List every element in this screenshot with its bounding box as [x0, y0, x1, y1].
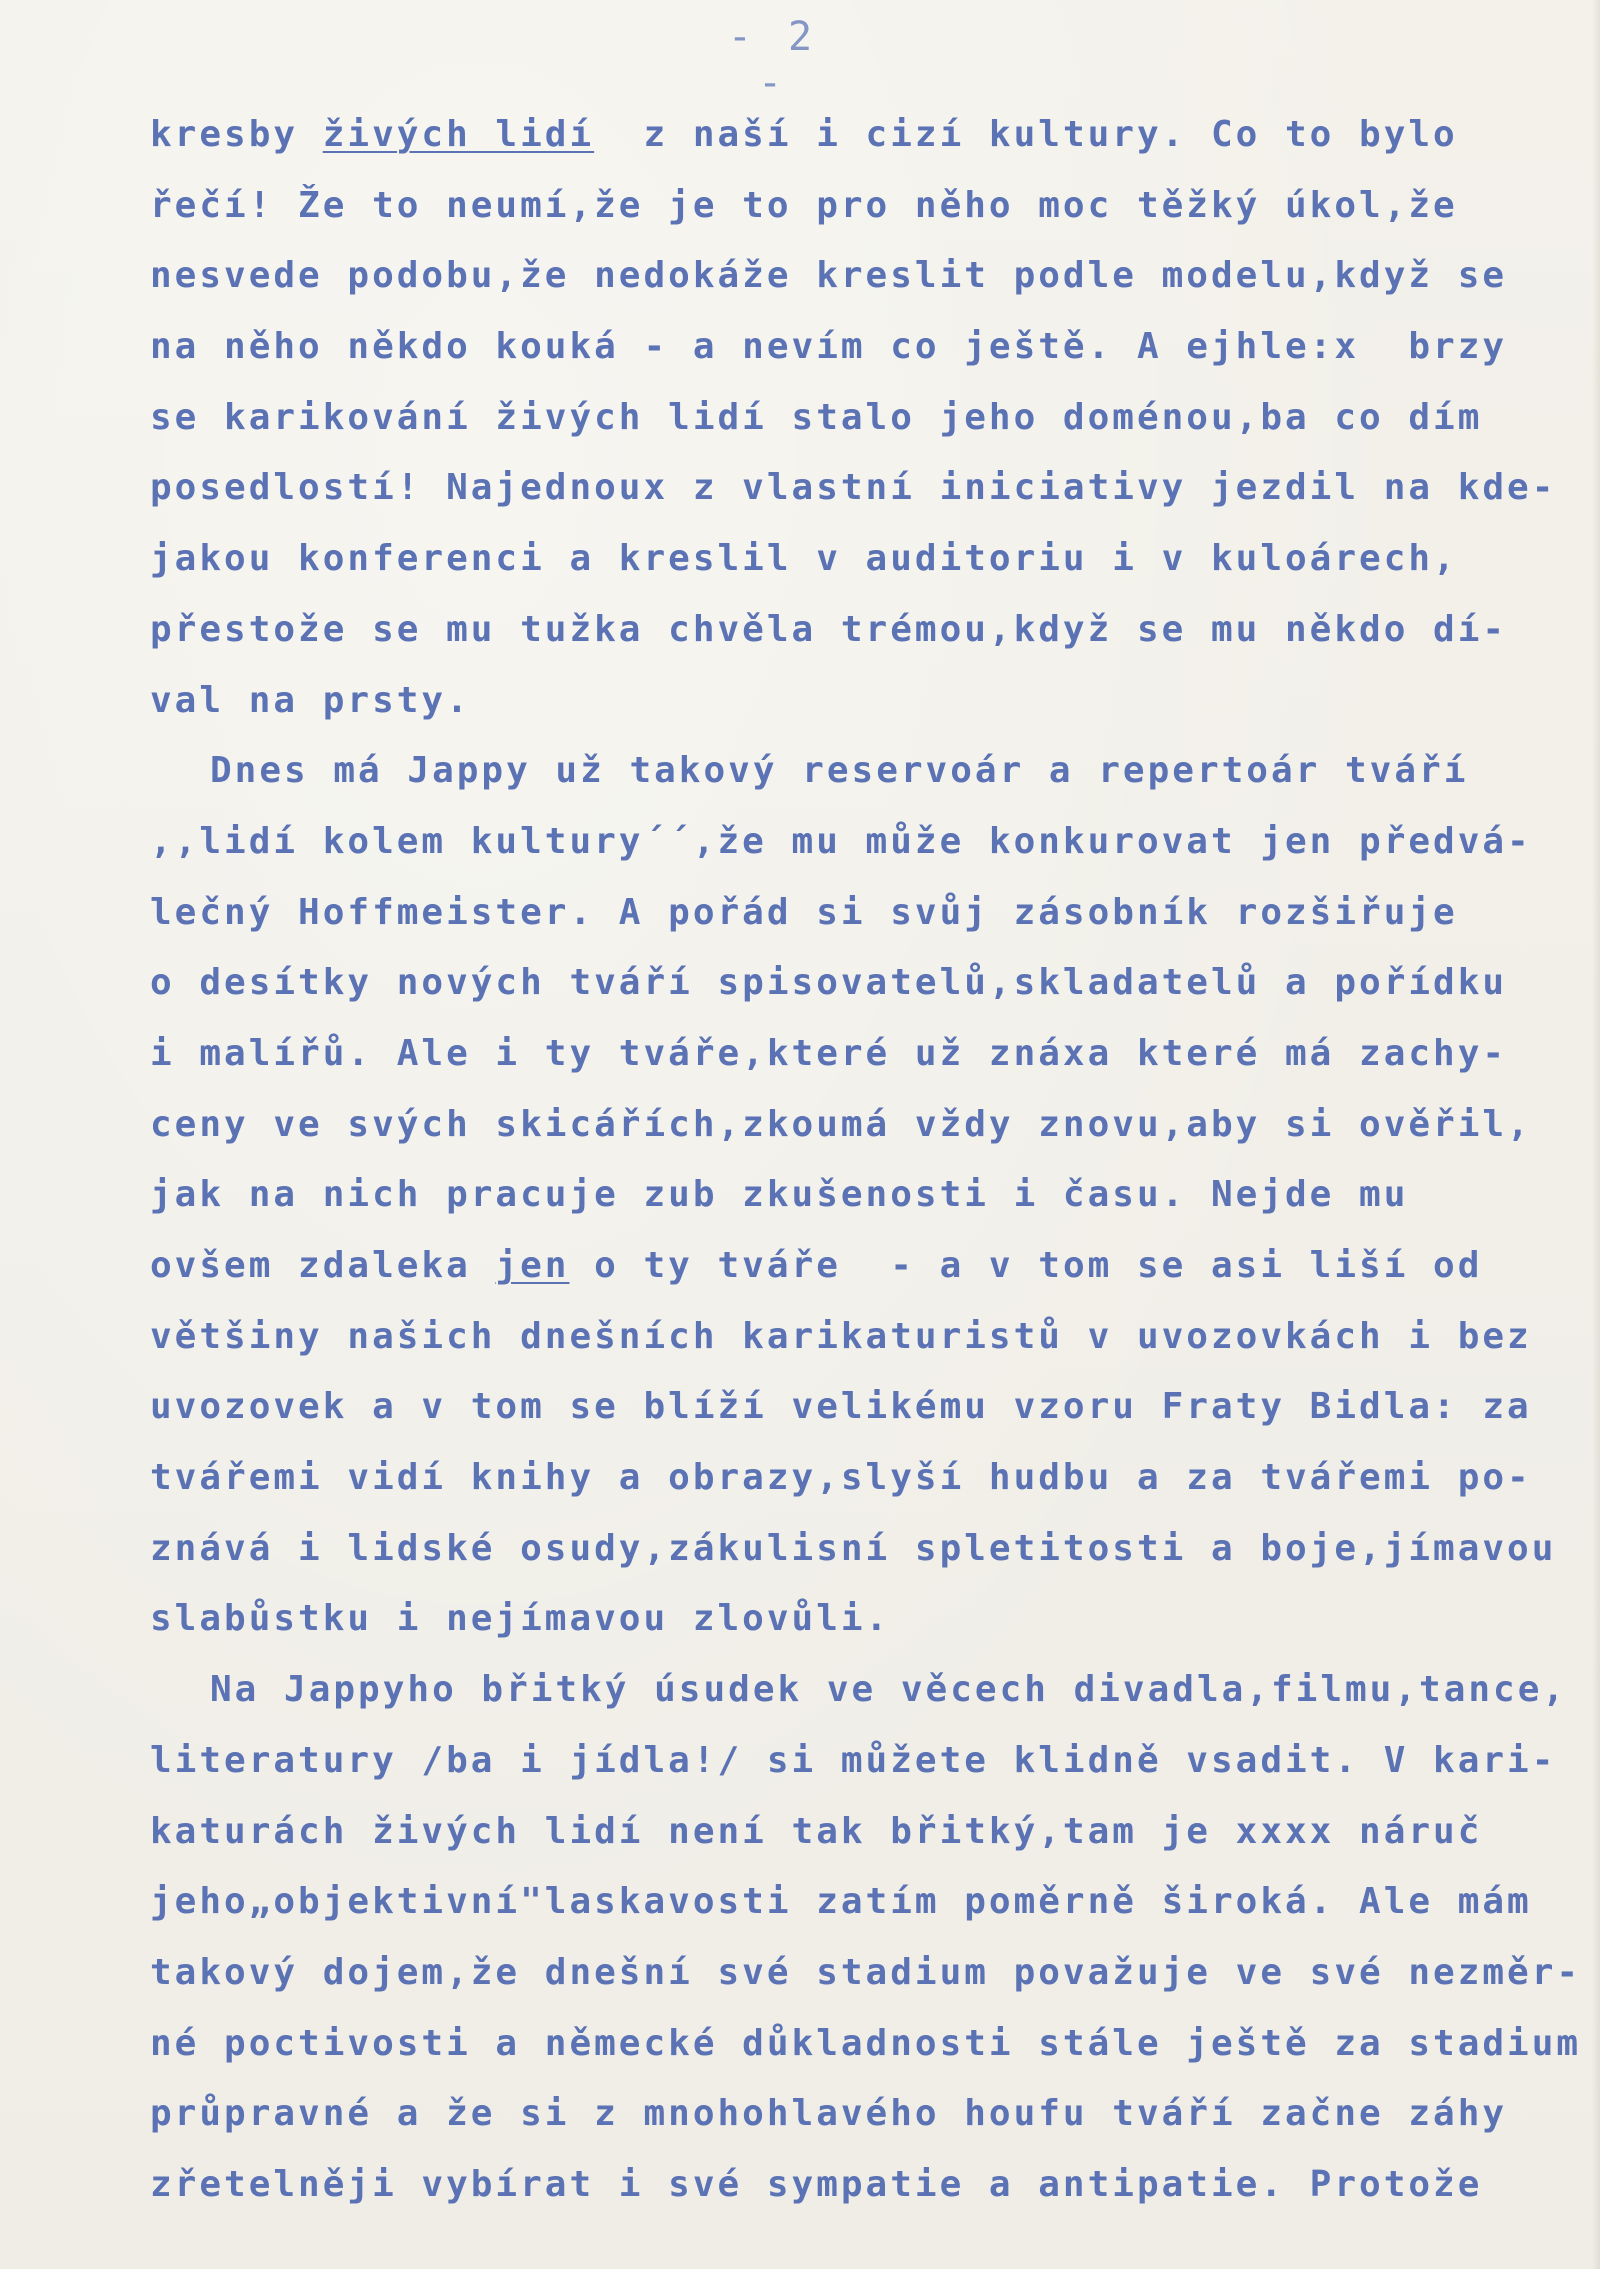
text-line [150, 1514, 1570, 1585]
line-text: Na Jappyho břitký úsudek ve věcech divadla,filmu,tance, [210, 1669, 1568, 1711]
paper-edge-shadow [1592, 0, 1600, 2269]
line-text: Dnes má Jappy už takový reservoár a repertoár tváří [210, 750, 1469, 792]
text-line [150, 312, 1570, 383]
line-text: slabůstku i nejímavou zlovůli. [150, 1598, 891, 1640]
text-line [150, 1372, 1570, 1443]
line-text: o desítky nových tváří spisovatelů,skladatelů a pořídku [150, 962, 1508, 1004]
text-line [150, 383, 1570, 454]
line-text: zřetelněji vybírat i své sympatie a antipatie. Protože [150, 2163, 1483, 2205]
line-text-after: z naší i cizí kultury. Co to bylo [594, 114, 1458, 155]
line-text: většiny našich dnešních karikaturistů v uvozovkách i bez [150, 1315, 1532, 1357]
text-line [150, 453, 1570, 524]
text-line [150, 2079, 1570, 2150]
line-text: literatury /ba i jídla!/ si můžete klidně vsadit. V kari- [150, 1739, 1557, 1781]
line-text-before: kresby [150, 114, 323, 155]
line-text: posedlostí! Najednoux z vlastní iniciativy jezdil na kde- [150, 467, 1557, 509]
underlined-text: jen [495, 1245, 570, 1286]
line-text: takový dojem,že dnešní své stadium považuje ve své nezměr- [150, 1951, 1582, 1993]
text-line [150, 878, 1570, 949]
text-line [150, 2009, 1582, 2080]
line-text: znává i lidské osudy,zákulisní spletitosti a boje,jímavou [150, 1527, 1557, 1569]
line-text: nesvede podobu,že nedokáže kreslit podle modelu,když se [150, 255, 1508, 297]
text-line [150, 1090, 1570, 1161]
text-line [150, 736, 1570, 807]
line-text: jak na nich pracuje zub zkušenosti i času. Nejde mu [150, 1174, 1409, 1216]
text-line [150, 524, 1570, 595]
text-line [150, 241, 1570, 312]
text-line [150, 1726, 1570, 1797]
text-line [150, 100, 1570, 171]
text-line [150, 1160, 1570, 1231]
line-text: přestože se mu tužka chvěla trémou,když se mu někdo dí- [150, 608, 1508, 650]
line-text: průpravné a že si z mnohohlavého houfu tváří začne záhy [150, 2093, 1508, 2135]
text-line [150, 1231, 1570, 1302]
line-text: val na prsty. [150, 679, 471, 721]
line-text: katurách živých lidí není tak břitký,tam je xxxx náruč [150, 1810, 1483, 1852]
line-text-after: o ty tváře - a v tom se asi liší od [569, 1245, 1483, 1286]
text-line [150, 1019, 1570, 1090]
line-text: ,,lidí kolem kultury´´,že mu může konkurovat jen předvá- [150, 820, 1532, 862]
line-text: tvářemi vidí knihy a obrazy,slyší hudbu a za tvářemi po- [150, 1457, 1532, 1499]
text-line [150, 948, 1570, 1019]
text-line [150, 1584, 1570, 1655]
page-number: - 2 - [727, 14, 819, 106]
text-line [150, 1302, 1570, 1373]
text-line [150, 666, 1570, 737]
line-text: ceny ve svých skicářích,zkoumá vždy znovu,aby si ověřil, [150, 1103, 1532, 1145]
line-text: na něho někdo kouká - a nevím co ještě. A ejhle:x brzy [150, 326, 1508, 368]
line-text: né poctivosti a německé důkladnosti stále ještě za stadium [150, 2022, 1582, 2064]
line-text-before: ovšem zdaleka [150, 1245, 496, 1286]
underlined-text: živých lidí [322, 114, 595, 155]
line-text: jakou konferenci a kreslil v auditoriu i v kuloárech, [150, 538, 1458, 580]
line-text: řečí! Že to neumí,že je to pro něho moc těžký úkol,že [150, 184, 1458, 226]
typed-text-body [150, 100, 1582, 2221]
text-line [150, 1938, 1582, 2009]
text-line [150, 595, 1570, 666]
line-text: se karikování živých lidí stalo jeho doménou,ba co dím [150, 396, 1483, 438]
text-line [150, 171, 1570, 242]
text-line [150, 1867, 1570, 1938]
line-text: i malířů. Ale i ty tváře,které už znáxa které má zachy- [150, 1032, 1508, 1074]
text-line [150, 1443, 1570, 1514]
line-text: uvozovek a v tom se blíží velikému vzoru Fraty Bidla: za [150, 1386, 1532, 1428]
text-line [150, 1797, 1570, 1868]
text-line [150, 807, 1570, 878]
text-line [150, 1655, 1570, 1726]
text-line [150, 2150, 1570, 2221]
line-text: jeho„objektivní"laskavosti zatím poměrně široká. Ale mám [150, 1881, 1532, 1923]
line-text: lečný Hoffmeister. A pořád si svůj zásobník rozšiřuje [150, 891, 1458, 933]
